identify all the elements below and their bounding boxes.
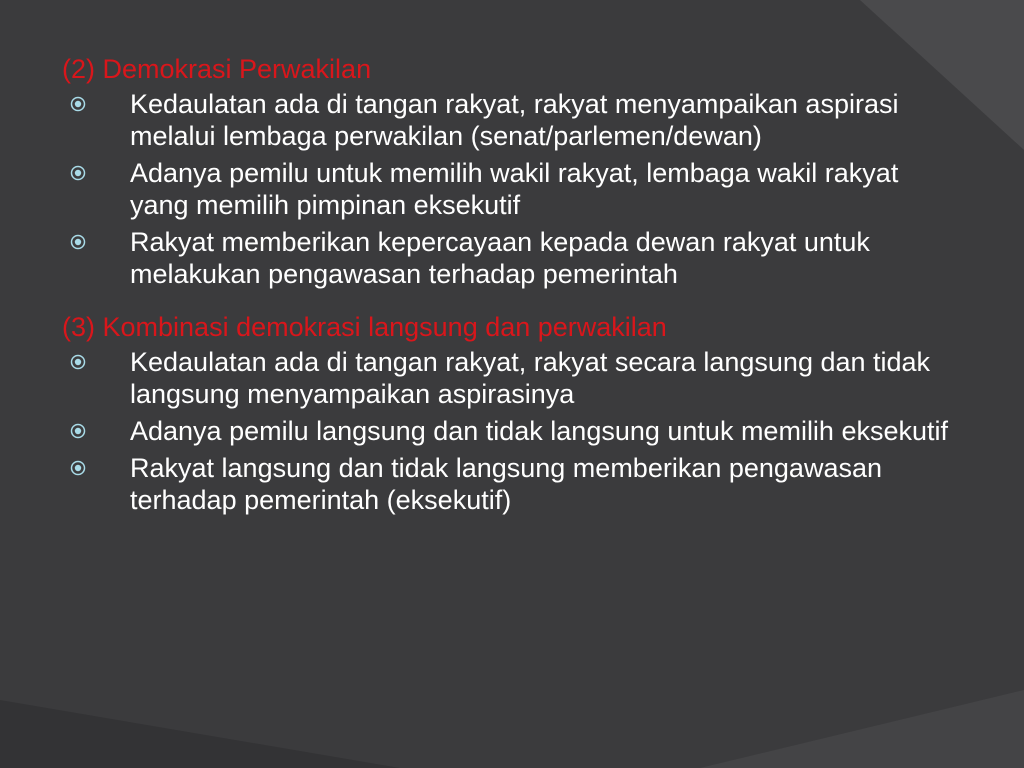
radio-bullet-icon: [70, 423, 86, 439]
bullet-list: [62, 88, 962, 290]
bullet-text: Adanya pemilu langsung dan tidak langsung untuk memilih eksekutif: [130, 416, 949, 446]
bullet-text: Rakyat langsung dan tidak langsung memberikan pengawasan terhadap pemerintah (eksekutif): [130, 453, 882, 515]
bullet-list: [62, 346, 962, 516]
slide-content: [62, 52, 962, 521]
bullet-item: [62, 346, 962, 410]
bullet-text: Rakyat memberikan kepercayaan kepada dewan rakyat untuk melakukan pengawasan terhadap pemerintah: [130, 227, 870, 289]
bullet-item: [62, 88, 962, 152]
section-demokrasi-perwakilan: [62, 52, 962, 290]
radio-bullet-icon: [70, 165, 86, 181]
radio-bullet-icon: [70, 234, 86, 250]
radio-bullet-icon: [70, 354, 86, 370]
bullet-text: Kedaulatan ada di tangan rakyat, rakyat menyampaikan aspirasi melalui lembaga perwakilan (senat/parlemen/dewan): [130, 89, 899, 151]
bullet-item: [62, 157, 962, 221]
bullet-text: Adanya pemilu untuk memilih wakil rakyat, lembaga wakil rakyat yang memilih pimpinan eksekutif: [130, 158, 899, 220]
radio-bullet-icon: [70, 96, 86, 112]
radio-bullet-icon: [70, 460, 86, 476]
section-heading: (3) Kombinasi demokrasi langsung dan perwakilan: [62, 312, 667, 342]
bullet-item: [62, 226, 962, 290]
bullet-item: [62, 452, 962, 516]
bullet-item: [62, 415, 962, 447]
bullet-text: Kedaulatan ada di tangan rakyat, rakyat secara langsung dan tidak langsung menyampaikan aspirasinya: [130, 347, 931, 409]
section-kombinasi-demokrasi: [62, 310, 962, 516]
section-heading: (2) Demokrasi Perwakilan: [62, 54, 372, 84]
